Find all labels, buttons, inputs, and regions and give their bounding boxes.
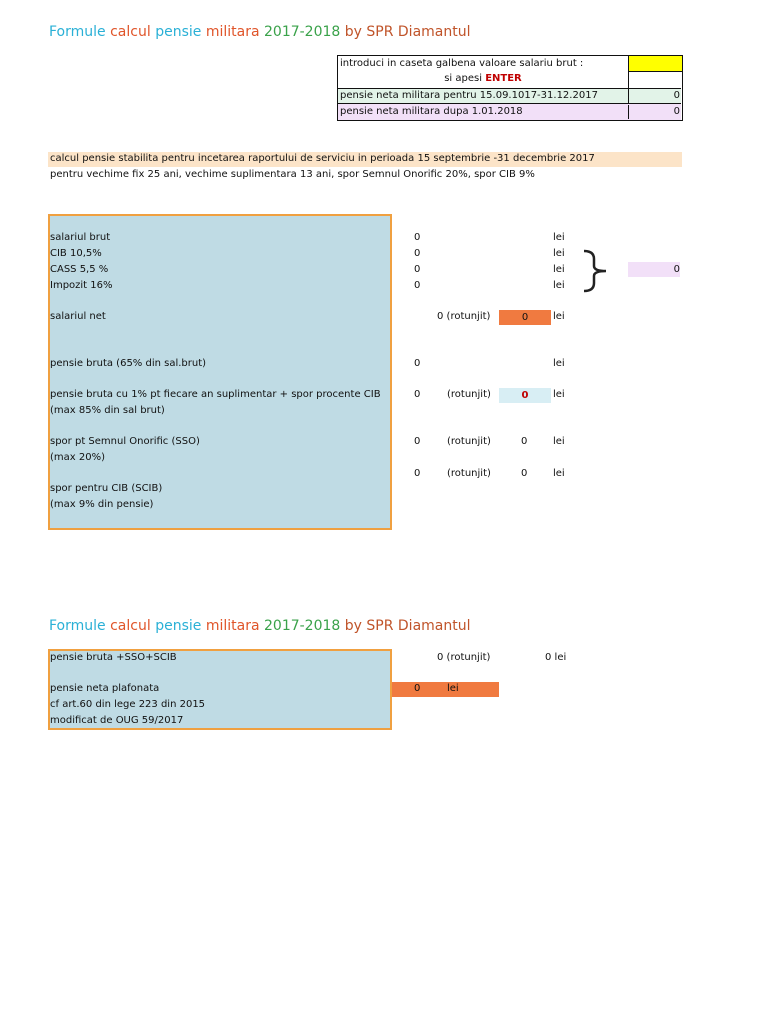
impozit-unit: lei	[553, 280, 565, 291]
net-pension-law: cf art.60 din lege 223 din 2015	[50, 699, 206, 710]
gross-pension-unit: lei	[553, 358, 565, 369]
enter-label: ENTER	[485, 73, 522, 84]
title-word: calcul	[110, 618, 151, 634]
deductions-sum-value: 0	[628, 262, 680, 277]
input-table	[337, 55, 683, 121]
scib-note: (max 9% din pensie)	[50, 499, 154, 510]
title-word: Formule	[49, 618, 106, 634]
cass-value: 0	[414, 264, 421, 275]
intro-line-1: calcul pensie stabilita pentru incetarea raportului de serviciu in perioada 15 septembrie -31 decembrie 2017	[50, 153, 595, 164]
cib-value: 0	[414, 248, 421, 259]
instruction-text: introduci in caseta galbena valoare salariu brut :	[340, 58, 584, 69]
net-salary-label: salariul net	[50, 311, 106, 322]
section-title	[49, 618, 471, 634]
press-enter-text	[338, 72, 628, 86]
scib-value: 0	[414, 468, 421, 479]
net-salary-rounded: 0	[499, 310, 551, 325]
row2-value: 0	[628, 105, 682, 119]
title-word: by SPR Diamantul	[344, 618, 471, 634]
sso-round-label: (rotunjit)	[447, 436, 491, 447]
net-pension-value: 0	[414, 683, 421, 694]
intro-line-2: pentru vechime fix 25 ani, vechime suplimentara 13 ani, spor Semnul Onorific 20%, spor CIB 9%	[50, 169, 535, 180]
title-word: by SPR Diamantul	[344, 24, 471, 40]
net-salary-unit: lei	[553, 311, 565, 322]
title-word: Formule	[49, 24, 106, 40]
salary-brut-label: salariul brut	[50, 232, 111, 243]
scib-rounded: 0	[521, 468, 528, 479]
salary-brut-value: 0	[414, 232, 421, 243]
extra-pension-rounded: 0	[499, 388, 551, 403]
title-word: pensie	[155, 24, 202, 40]
extra-pension-label: pensie bruta cu 1% pt fiecare an suplimentar + spor procente CIB	[50, 389, 381, 400]
sso-rounded: 0	[521, 436, 528, 447]
row2-label: pensie neta militara dupa 1.01.2018	[340, 106, 523, 117]
sso-unit: lei	[553, 436, 565, 447]
scib-unit: lei	[553, 468, 565, 479]
cib-unit: lei	[553, 248, 565, 259]
curly-brace-icon	[582, 249, 612, 293]
title-word: calcul	[110, 24, 151, 40]
salary-input-yellow[interactable]	[628, 56, 682, 72]
extra-pension-value: 0	[414, 389, 421, 400]
row1-value: 0	[628, 89, 682, 103]
gross-pension-label: pensie bruta (65% din sal.brut)	[50, 358, 207, 369]
title-word: 2017-2018	[264, 618, 341, 634]
extra-pension-round-label: (rotunjit)	[447, 389, 491, 400]
cass-unit: lei	[553, 264, 565, 275]
sso-value: 0	[414, 436, 421, 447]
net-pension-amend: modificat de OUG 59/2017	[50, 715, 184, 726]
impozit-value: 0	[414, 280, 421, 291]
sso-label: spor pt Semnul Onorific (SSO)	[50, 436, 200, 447]
title-word: pensie	[155, 618, 202, 634]
cib-label: CIB 10,5%	[50, 248, 102, 259]
page-title	[49, 24, 471, 40]
net-salary-value: 0 (rotunjit)	[437, 311, 491, 322]
extra-pension-unit: lei	[553, 389, 565, 400]
extra-pension-note: (max 85% din sal brut)	[50, 405, 165, 416]
total-pension-lei: 0 lei	[545, 652, 567, 663]
impozit-label: Impozit 16%	[50, 280, 113, 291]
input-blank-cell	[628, 72, 682, 88]
net-pension-unit: lei	[447, 683, 459, 694]
net-pension-label: pensie neta plafonata	[50, 683, 160, 694]
net-pension-highlight	[392, 682, 499, 697]
press-label: si apesi	[444, 73, 483, 84]
title-word: militara	[205, 24, 260, 40]
title-word: 2017-2018	[264, 24, 341, 40]
scib-label: spor pentru CIB (SCIB)	[50, 483, 163, 494]
gross-pension-value: 0	[414, 358, 421, 369]
title-word: militara	[205, 618, 260, 634]
row1-label: pensie neta militara pentru 15.09.1017-31.12.2017	[340, 90, 598, 101]
salary-brut-unit: lei	[553, 232, 565, 243]
total-pension-label: pensie bruta +SSO+SCIB	[50, 652, 177, 663]
cass-label: CASS 5,5 %	[50, 264, 109, 275]
sso-note: (max 20%)	[50, 452, 105, 463]
total-pension-value: 0 (rotunjit)	[437, 652, 491, 663]
scib-round-label: (rotunjit)	[447, 468, 491, 479]
